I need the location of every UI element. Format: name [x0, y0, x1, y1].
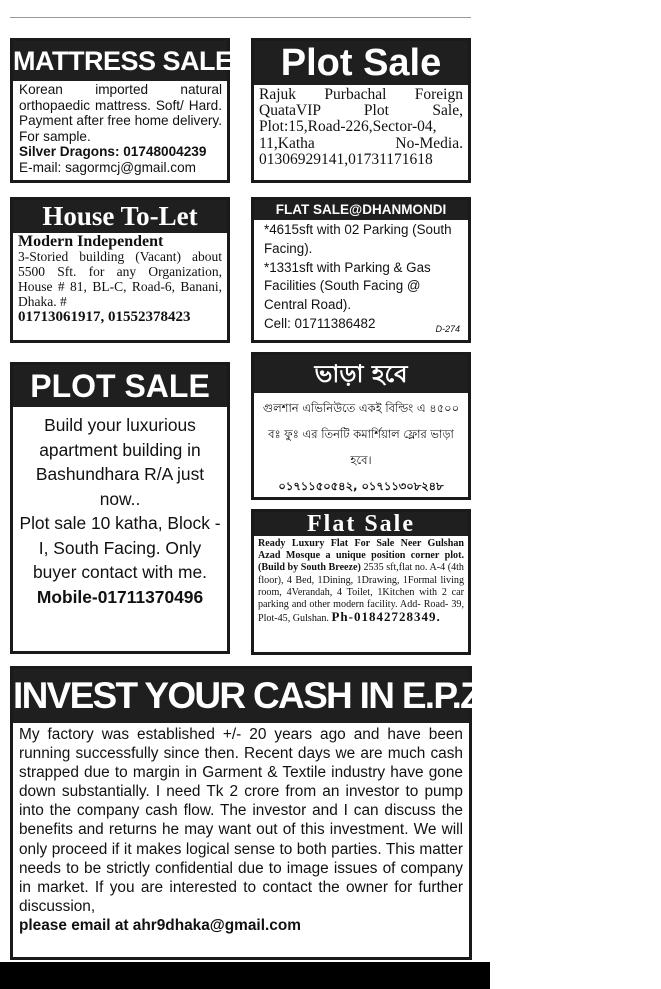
- ad-lead: Ready Luxury Flat For Sale Neer Gulshan Azad Mosque a unique position corner plot. (Build by South Breeze): [258, 538, 464, 574]
- ad-house-to-let: [10, 197, 230, 343]
- ad-flat-sale-dhanmondi: [251, 197, 471, 343]
- ad-body: [13, 81, 227, 176]
- ad-text: 3-Storied building (Vacant) about 5500 Sft. for any Organization, House # 81, BL-C, Road-6, Banani, Dhaka. #: [18, 249, 222, 309]
- ad-title: Flat Sale: [254, 512, 468, 536]
- ad-text: Korean imported natural orthopaedic mattress. Soft/ Hard. Payment after free home delivery. For sample.: [19, 82, 222, 144]
- ad-title: FLAT SALE@DHANMONDI: [254, 200, 468, 220]
- ad-subtitle: Modern Independent: [18, 233, 164, 250]
- ad-text: 2535 sft,flat no. A-4 (4th floor), 4 Bed, 1Dining, 1Drawing, 1Formal living room, 4Verandah, 4 Toilet, 1Kitchen with 2 car parking and other modern facility. Add- Road- 39, Plot-45, Gulshan.: [258, 562, 464, 625]
- ad-body: [13, 407, 227, 609]
- ad-contact: Silver Dragons: 01748004239: [19, 144, 207, 160]
- ad-email: E-mail: sagormcj@gmail.com: [19, 159, 196, 175]
- ad-plot-sale-rajuk: [251, 38, 471, 183]
- ad-plot-sale-bashundhara: [10, 362, 230, 654]
- ad-bengali-rent: [251, 352, 471, 500]
- ad-title: PLOT SALE: [13, 365, 227, 407]
- ad-flat-sale-gulshan: [251, 509, 471, 655]
- ad-phone: Mobile-01711370496: [36, 586, 204, 607]
- ad-phone: Ph-01842728349.: [331, 609, 441, 625]
- ad-body: [13, 233, 227, 325]
- ad-phone: 01713061917, 01552378423: [18, 309, 191, 325]
- ad-email: please email at ahr9dhaka@gmail.com: [19, 916, 301, 934]
- ad-code: D-274: [435, 324, 460, 334]
- ad-text: Rajuk Purbachal Foreign QuataVIP Plot Sale, Plot:15,Road-226,Sector-04, 11,Katha No-Media. 01306929141,01731171618: [259, 86, 463, 168]
- ad-invest-epz-factory: [10, 666, 661, 960]
- ad-body: [254, 536, 468, 625]
- ad-body: [13, 723, 469, 935]
- ad-title: Plot Sale: [254, 41, 468, 85]
- ad-title: INVEST YOUR CASH IN E.P.Z. FACTORY: [13, 669, 469, 723]
- ad-text: Build your luxurious apartment building in Bashundhara R/A just now.. Plot sale 10 katha, Block - I, South Facing. Only buyer contact with me.: [19, 415, 221, 582]
- bottom-black-bar: [0, 962, 490, 989]
- ad-mattress-sale: [10, 38, 233, 183]
- top-rule: [10, 17, 471, 18]
- ad-title: ভাড়া হবে: [254, 355, 468, 393]
- ad-body: [254, 393, 468, 499]
- ad-title: MATTRESS SALE: [13, 41, 227, 81]
- ad-phone: ০১৭১১৫০৫৪২, ০১৭১১৩০৮২৪৮: [278, 479, 444, 493]
- ad-text: My factory was established +/- 20 years ago and have been running successfully since then. Recent days we are much cash strapped due to margin in Garment & Textile industry have gone down substantially. I need Tk 2 crore from an investor to pump into the company cash flow. The investor and I can discuss the benefits and returns he may want out of this investment. We will only proceed if it makes logical sense to both parties. This matter needs to be strictly confidential due to image issues of company in market. If you are interested to contact the owner for further discussion,: [19, 726, 463, 915]
- ad-title: House To-Let: [13, 200, 227, 233]
- ad-text: *4615sft with 02 Parking (South Facing). *1331sft with Parking & Gas Facilities (South Facing @ Central Road). Cell: 01711386482: [264, 222, 452, 331]
- ad-text: গুলশান এভিনিউতে একই বিল্ডিং এ ৪৫০০ বঃ ফুঃ এর তিনটি কমার্শিয়াল ফ্লোর ভাড়া হবে।: [262, 401, 460, 467]
